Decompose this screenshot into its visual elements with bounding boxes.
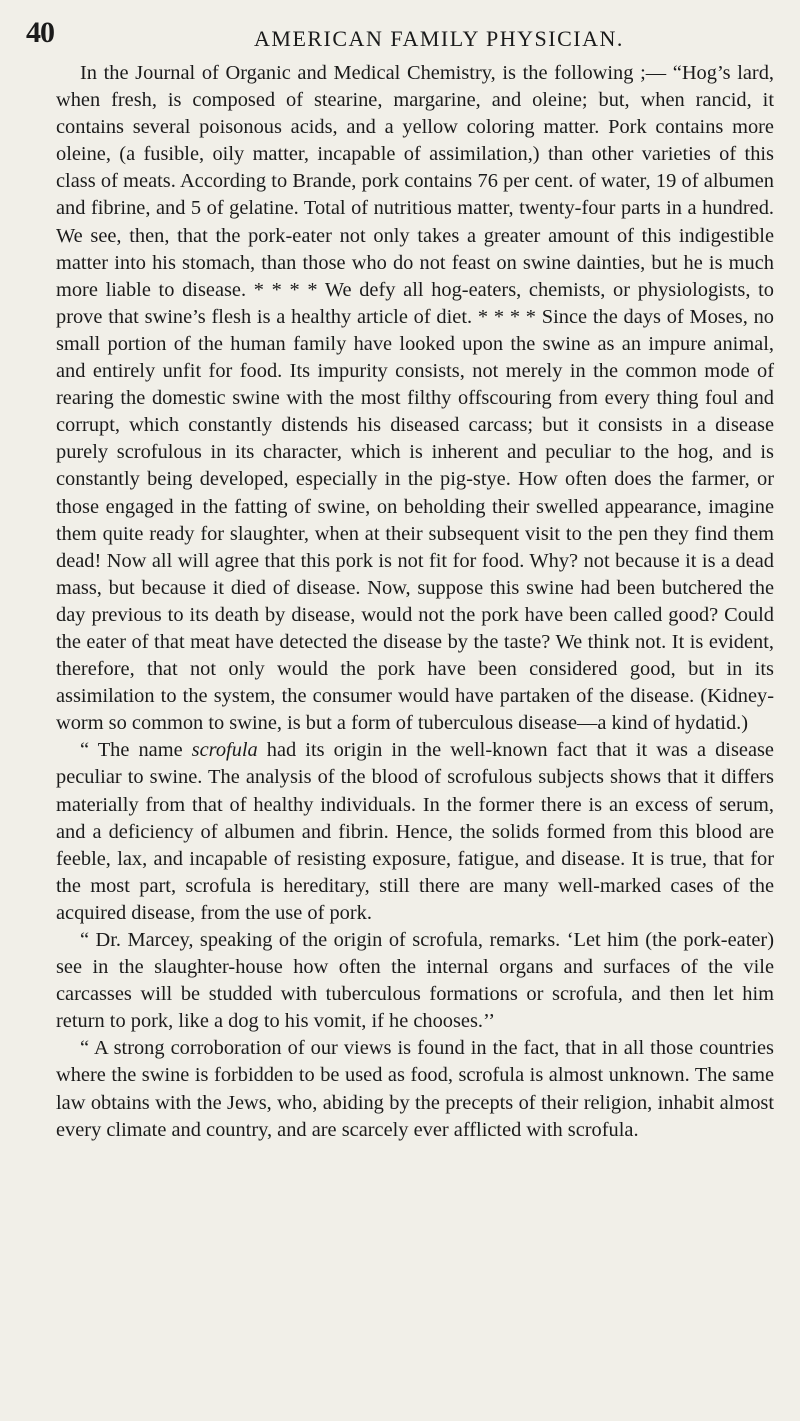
page-header (26, 14, 774, 54)
page-number: 40 (26, 16, 54, 49)
italic-term: scrofula (191, 739, 258, 762)
paragraph-4: “ A strong corroboration of our views is found in the fact, that in all those countries where the swine is forbidden to be used as food, scrofula is almost unknown. The same law obtains with the Jews, who, abiding by the precepts of their religion, inhabit almost every climate and country, and are scarcely ever afflicted with scrofula. (56, 1037, 774, 1141)
running-head: AMERICAN FAMILY PHYSICIAN. (254, 26, 624, 51)
paragraph-1: In the Journal of Organic and Medical Chemistry, is the following ;— “Hog’s lard, when fresh, is composed of stearine, margarine, and oleine; but, when rancid, it contains several poisonous acids, and a yellow coloring matter. Pork contains more oleine, (a fusible, oily matter, incapable of assimilation,) than other varieties of this class of meats. According to Brande, pork contains 76 per cent. of water, 19 of albumen and fibrine, and 5 of gelatine. Total of nutritious matter, twenty-four parts in a hundred. We see, then, that the pork-eater not only takes a greater amount of this indigestible matter into his stomach, than those who do not feast on swine dainties, but he is much more liable to disease. * * * * We defy all hog-eaters, chemists, or physiologists, to prove that swine’s flesh is a healthy article of diet. * * * * Since the days of Moses, no small portion of the human family have looked upon the swine as an impure animal, and entirely unfit for food. Its impurity consists, not merely in the common mode of rearing the domestic swine with the most filthy offscouring from every thing foul and corrupt, which constantly distends his diseased carcass; but it consists in a disease purely scrofulous in its character, which is inherent and peculiar to the hog, and is constantly being developed, especially in the pig-stye. How often does the farmer, or those engaged in the fatting of swine, on beholding their swelled appearance, imagine them quite ready for slaughter, when at their subsequent visit to the pen they find them dead! Now all will agree that this pork is not fit for food. Why? not because it is a dead mass, but because it died of disease. Now, suppose this swine had been butchered the day previous to its death by disease, would not the pork have been called good? Could the eater of that meat have detected the disease by the taste? We think not. It is evident, therefore, that not only would the pork have been considered good, but in its assimilation to the system, the consumer would have partaken of the disease. (Kidney-worm so common to swine, is but a form of tuberculous disease—a kind of hydatid.) (56, 62, 774, 735)
body-text (56, 60, 774, 1144)
paragraph-3: “ Dr. Marcey, speaking of the origin of scrofula, remarks. ‘Let him (the pork-eater) see in the slaughter-house how often the internal organs and surfaces of the vile carcasses will be studded with tuberculous formations or scrofula, and then let him return to pork, like a dog to his vomit, if he chooses.’’ (56, 929, 774, 1033)
paragraph-2: “ The name scrofula had its origin in the well-known fact that it was a disease peculiar to swine. The analysis of the blood of scrofulous subjects shows that it differs materially from that of healthy individuals. In the former there is an excess of serum, and a deficiency of albumen and fibrin. Hence, the solids formed from this blood are feeble, lax, and incapable of resisting exposure, fatigue, and disease. It is true, that for the most part, scrofula is hereditary, still there are many well-marked cases of the acquired disease, from the use of pork. (56, 739, 774, 924)
